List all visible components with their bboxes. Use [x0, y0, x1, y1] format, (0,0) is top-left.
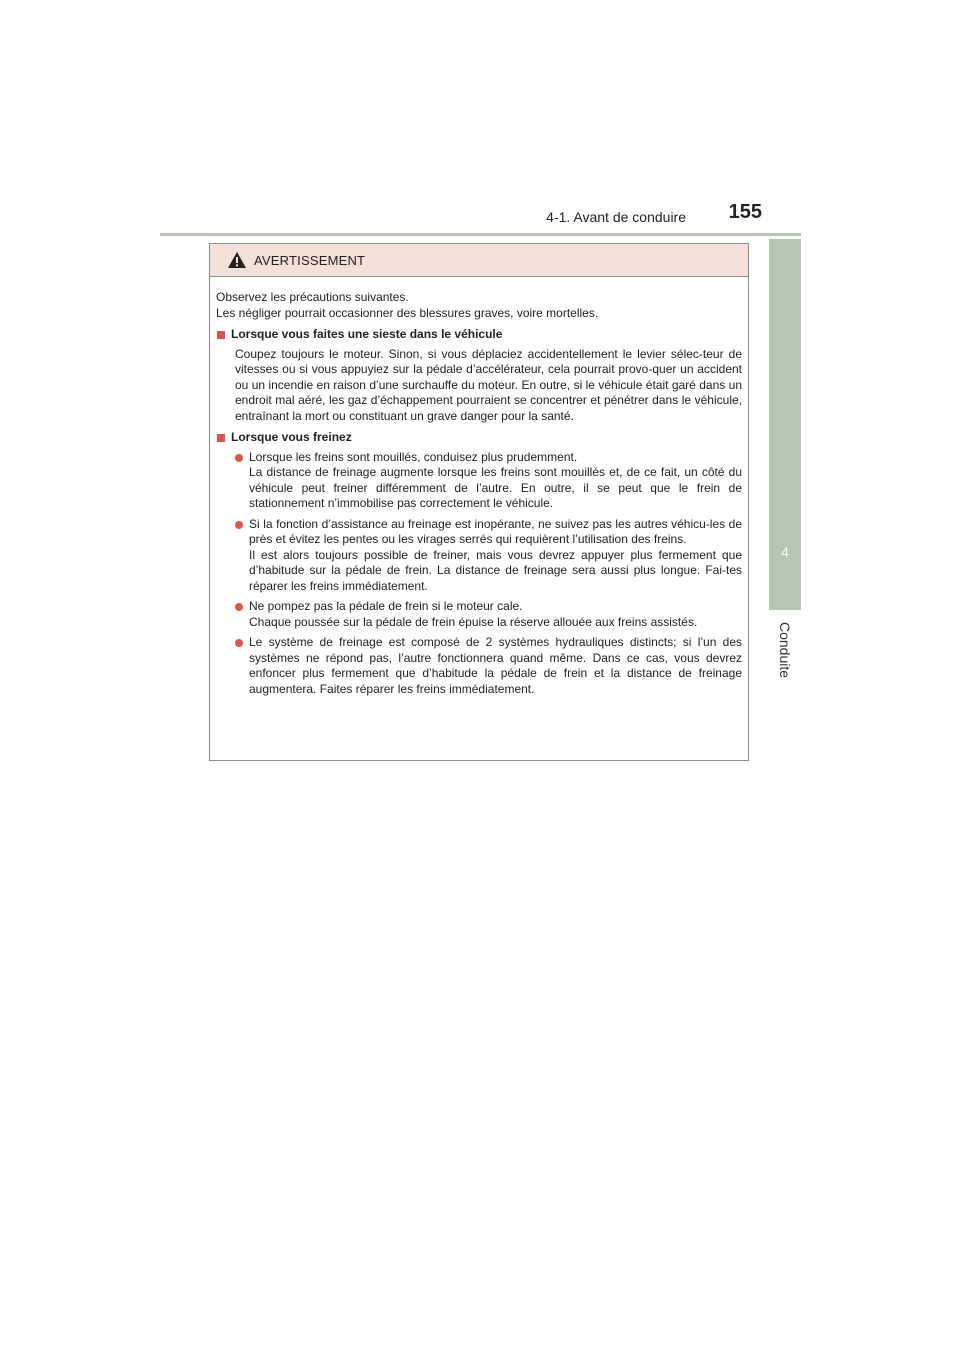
section-text-nap: Coupez toujours le moteur. Sinon, si vous déplaciez accidentellement le levier sélec-teur de vitesses ou si vous appuyiez sur la pédale d’accélérateur, cela pourrait provo-quer un accident ou un incendie en raison d’une surchauffe du moteur. En outre, si le véhicule était garé dans un endroit mal aéré, les gaz d’échappement pourraient se concentrer et pénétrer dans le véhicule, entraînant la mort ou constituant un grave danger pour la santé.: [235, 346, 742, 423]
chapter-number: 4: [781, 544, 789, 560]
list-item-line: Lorsque les freins sont mouillés, conduisez plus prudemment.: [249, 449, 578, 464]
chapter-label-text: Conduite: [777, 621, 794, 679]
section-heading-nap: [216, 327, 742, 343]
warning-box: [209, 243, 749, 761]
square-bullet-icon: [217, 434, 225, 442]
list-item-line: Ne pompez pas la pédale de frein si le moteur cale.: [249, 599, 523, 613]
list-item-line: Il est alors toujours possible de freiner, mais vous devrez appuyer plus fermement que d’habitude sur la pédale de frein. La distance de freinage sera aussi plus longue. Fai-tes réparer les freins immédiatement.: [249, 547, 742, 593]
list-item-line: La distance de freinage augmente lorsque les freins sont mouillés et, de ce fait, un côté du véhicule peut freiner différemment de l’autre. En outre, il se peut que le frein de stationnement n’immobilise pas correctement le véhicule.: [249, 465, 742, 510]
warning-title: AVERTISSEMENT: [254, 252, 366, 268]
warning-triangle-icon: [227, 251, 247, 269]
list-item-line: Le système de freinage est composé de 2 systèmes hydrauliques distincts; si l’un des systèmes ne répond pas, l’autre fonctionnera quand même. Dans ce cas, vous devrez enfoncer plus fermement que d’habitude la pédale de frein et la distance de freinage augmentera. Faites réparer les freins immédiatement.: [249, 635, 742, 696]
list-item-text: [249, 450, 742, 512]
warning-intro-line1: Observez les précautions suivantes.: [216, 290, 409, 304]
round-bullet-icon: [235, 521, 243, 529]
list-item-line: Si la fonction d’assistance au freinage est inopérante, ne suivez pas les autres véhicu-les de près et évitez les pentes ou les virages serrés qui requièrent l’utilisation des freins.: [249, 516, 742, 546]
section-heading-text: Lorsque vous faites une sieste dans le véhicule: [231, 327, 503, 341]
warning-intro-line2: Les négliger pourrait occasionner des blessures graves, voire mortelles.: [216, 305, 599, 320]
list-item-line: Chaque poussée sur la pédale de frein épuise la réserve allouée aux freins assistés.: [249, 614, 698, 629]
square-bullet-icon: [217, 331, 225, 339]
list-item: [235, 450, 742, 512]
list-item: [235, 599, 742, 630]
list-item-text: [249, 517, 742, 595]
round-bullet-icon: [235, 454, 243, 462]
chapter-label: [760, 620, 810, 680]
list-item-text: [249, 635, 742, 697]
section-heading-text: Lorsque vous freinez: [231, 430, 352, 444]
list-item-text: [249, 599, 742, 630]
warning-body: [210, 277, 748, 697]
warning-header: [210, 244, 748, 277]
round-bullet-icon: [235, 603, 243, 611]
list-item: [235, 635, 742, 697]
page-number: 155: [728, 201, 762, 223]
round-bullet-icon: [235, 639, 243, 647]
warning-intro: [216, 290, 742, 321]
list-item: [235, 517, 742, 595]
header-rule: [160, 233, 801, 236]
section-heading-braking: [216, 430, 742, 446]
header-section-title: 4-1. Avant de conduire: [546, 209, 686, 225]
